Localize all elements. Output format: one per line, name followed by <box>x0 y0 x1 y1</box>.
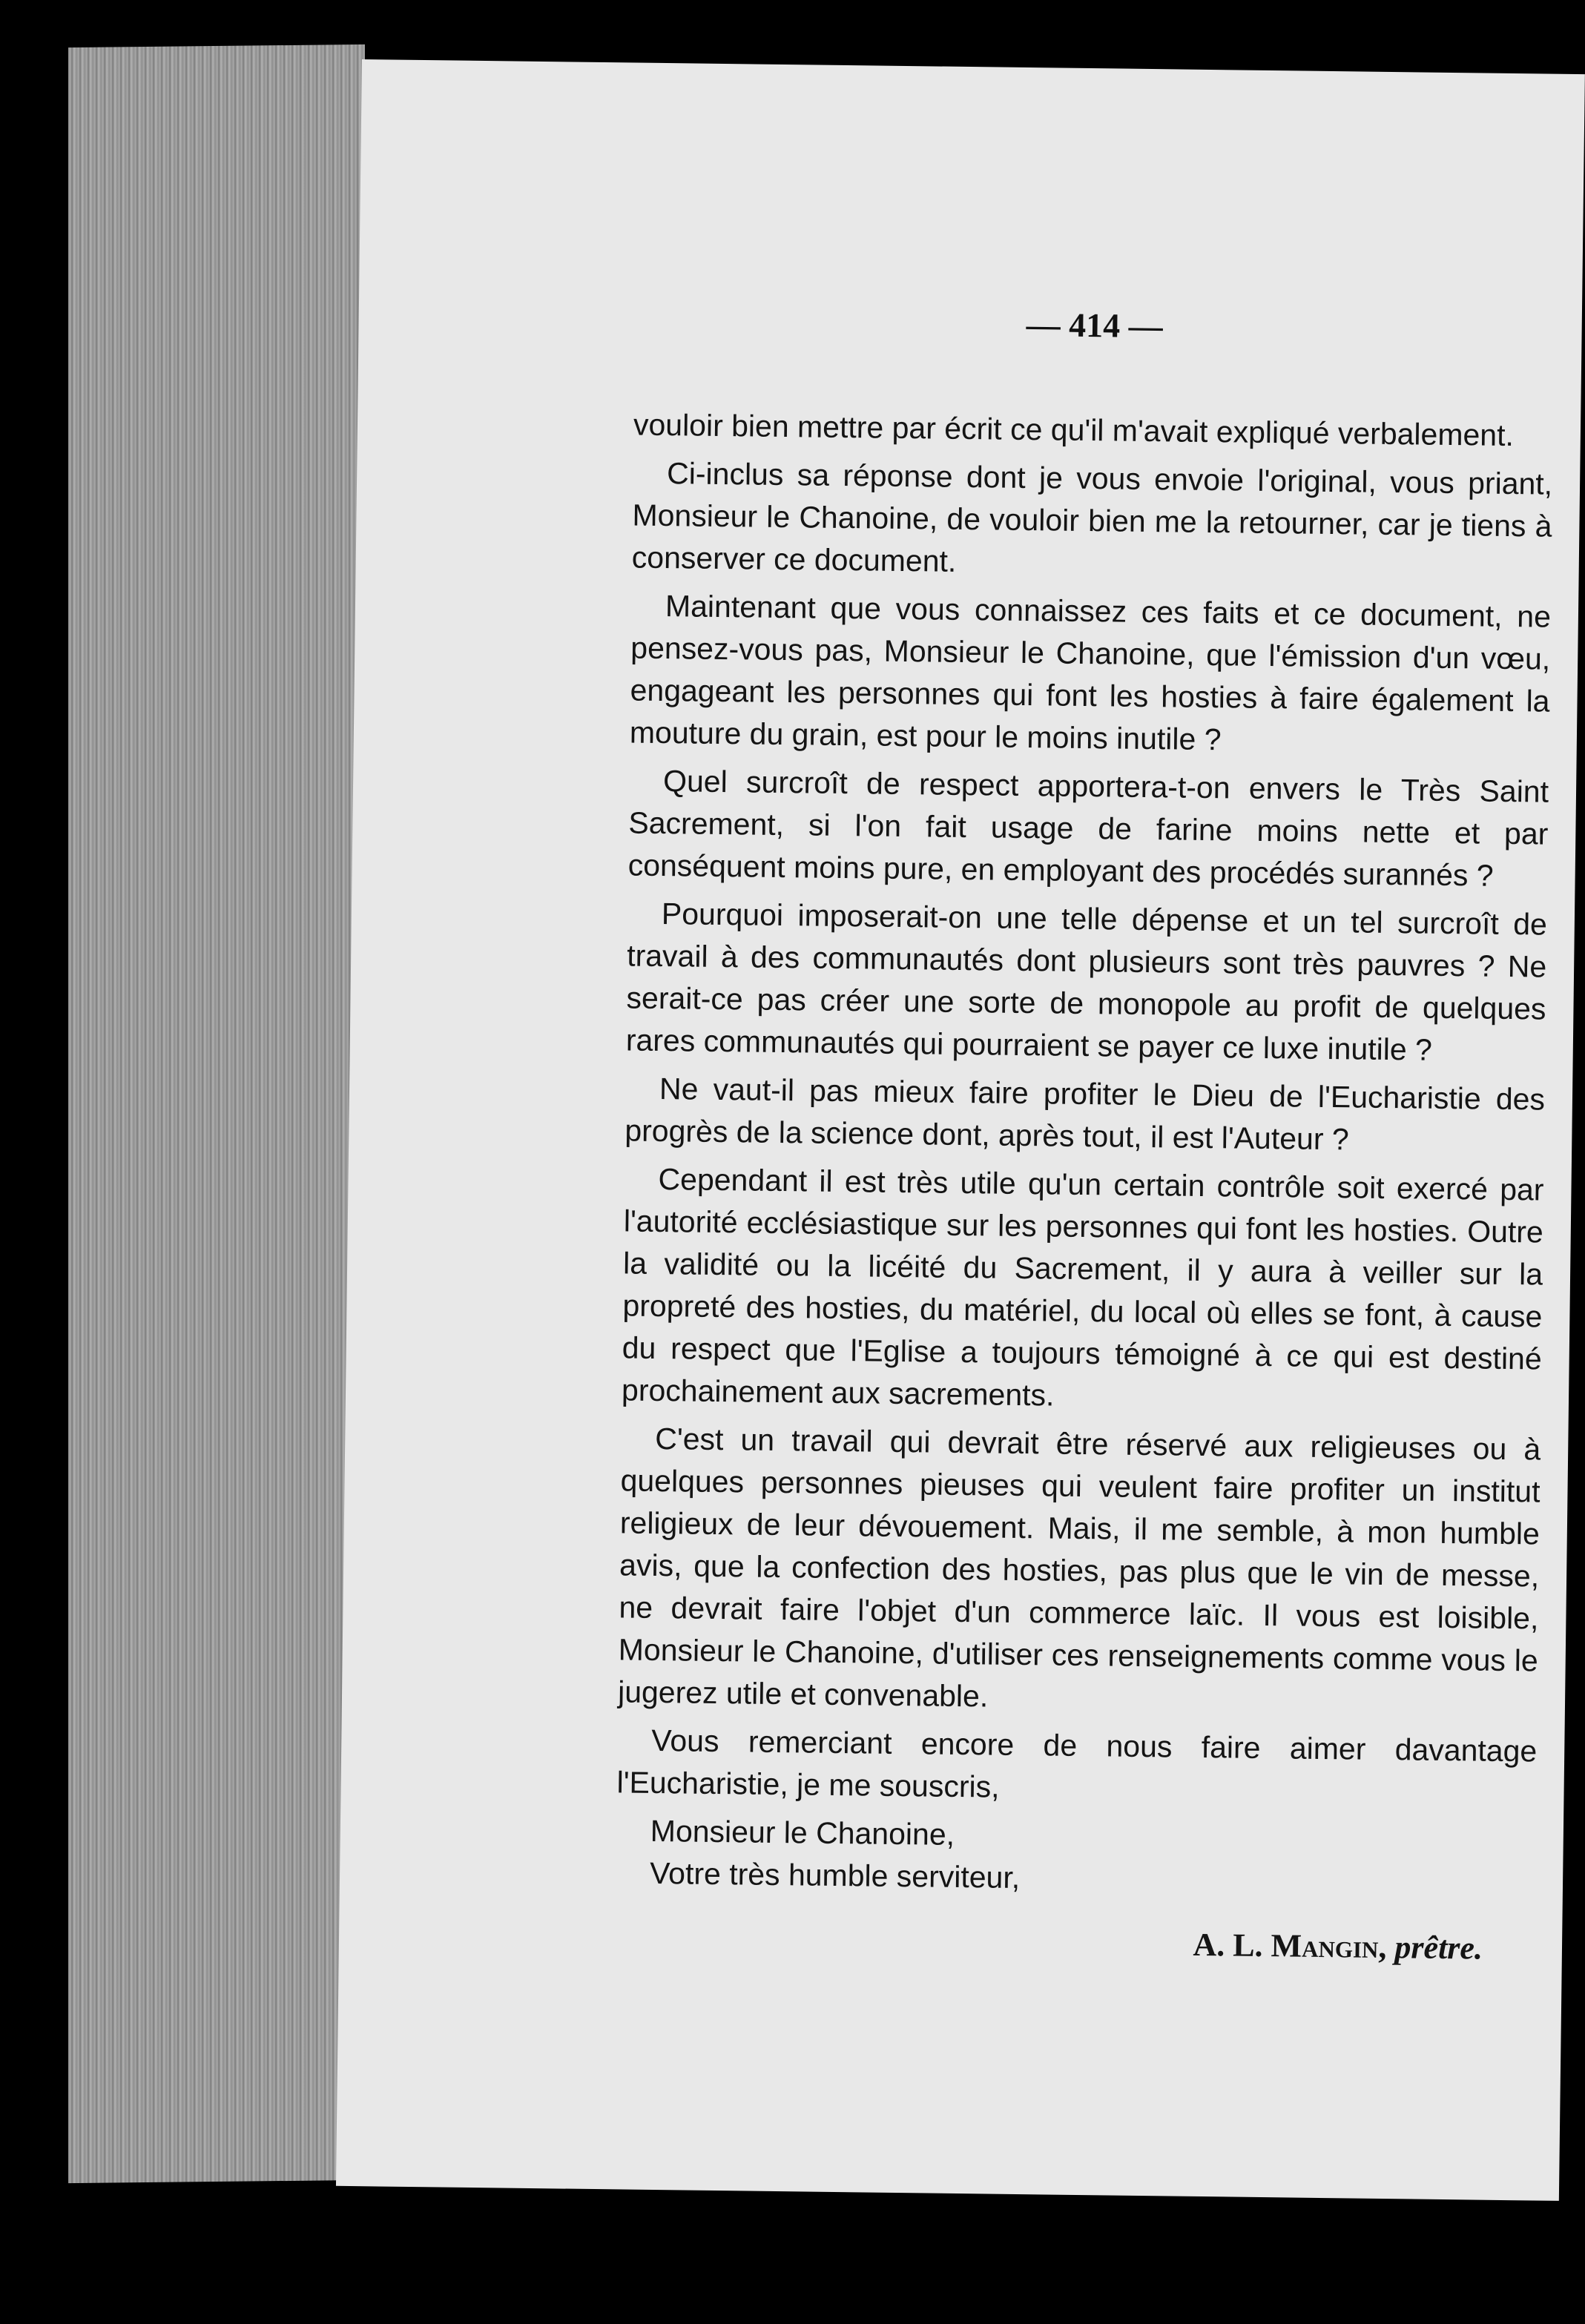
paragraph-3: Maintenant que vous connaissez ces faits et ce document, ne pensez-vous pas, Monsieur le Chanoine, que l'émission d'un vœu, engageant les personnes qui font les hosties à faire également la mouture du grain, est pour le moins inutile ? <box>629 589 1552 757</box>
book-page-edges <box>68 44 365 2183</box>
signature-initials: A. L. <box>1193 1926 1263 1964</box>
paragraph-4: Quel surcroît de respect apportera-t-on envers le Très Saint Sacrement, si l'on fait usage de farine moins nette et par conséquent moins pure, en employant des procédés surannés ? <box>627 764 1549 893</box>
signature-name: Mangin, <box>1271 1927 1387 1966</box>
valediction: Votre très humble serviteur, <box>649 1855 1021 1895</box>
book-page <box>336 59 1585 2201</box>
paragraph-1: vouloir bien mettre par écrit ce qu'il m'avait expliqué verbalement. <box>633 407 1515 453</box>
paragraph-2: Ci-inclus sa réponse dont je vous envoie l'original, vous priant, Monsieur le Chanoine, de vouloir bien me la retourner, car je tiens à conserver ce document. <box>631 456 1553 578</box>
paragraph-6: Ne vaut-il pas mieux faire profiter le Dieu de l'Eucharistie des progrès de la science dont, après tout, il est l'Auteur ? <box>625 1072 1546 1157</box>
salutation: Monsieur le Chanoine, <box>650 1813 955 1852</box>
paragraph-7: Cependant il est très utile qu'un certain contrôle soit exercé par l'autorité ecclésiastique sur les personnes qui font les hosties. Outre la validité ou la licéité du Sacrement, il y aura à veiller sur la propreté des hosties, du matériel, du local où elles se font, à cause du respect que l'Eglise a toujours témoigné à ce qui est destiné prochainement aux sacrements. <box>621 1161 1544 1413</box>
signature <box>615 1916 1535 1970</box>
letter-body <box>615 404 1554 1970</box>
paragraph-5: Pourquoi imposerait-on une telle dépense et un tel surcroît de travail à des communautés dont plusieurs sont très pauvres ? Ne serait-ce pas créer une sorte de monopole au profit de quelques rares communautés qui pourraient se payer ce luxe inutile ? <box>625 897 1548 1067</box>
paragraph-8: C'est un travail qui devrait être réservé aux religieuses ou à quelques personnes pieuses qui veulent faire profiter un institut religieux de leur dévouement. Mais, il me semble, à mon humble avis, que la confection des hosties, pas plus que le vin de messe, ne devrait faire l'objet d'un commerce laïc. Il vous est loisible, Monsieur le Chanoine, d'utiliser ces renseignements comme vous le jugerez utile et convenable. <box>617 1421 1541 1714</box>
signature-title: prêtre. <box>1394 1929 1483 1967</box>
paragraph-9: Vous remerciant encore de nous faire aimer davantage l'Eucharistie, je me souscris, <box>616 1723 1538 1804</box>
page-number: — 414 — <box>1026 305 1163 346</box>
